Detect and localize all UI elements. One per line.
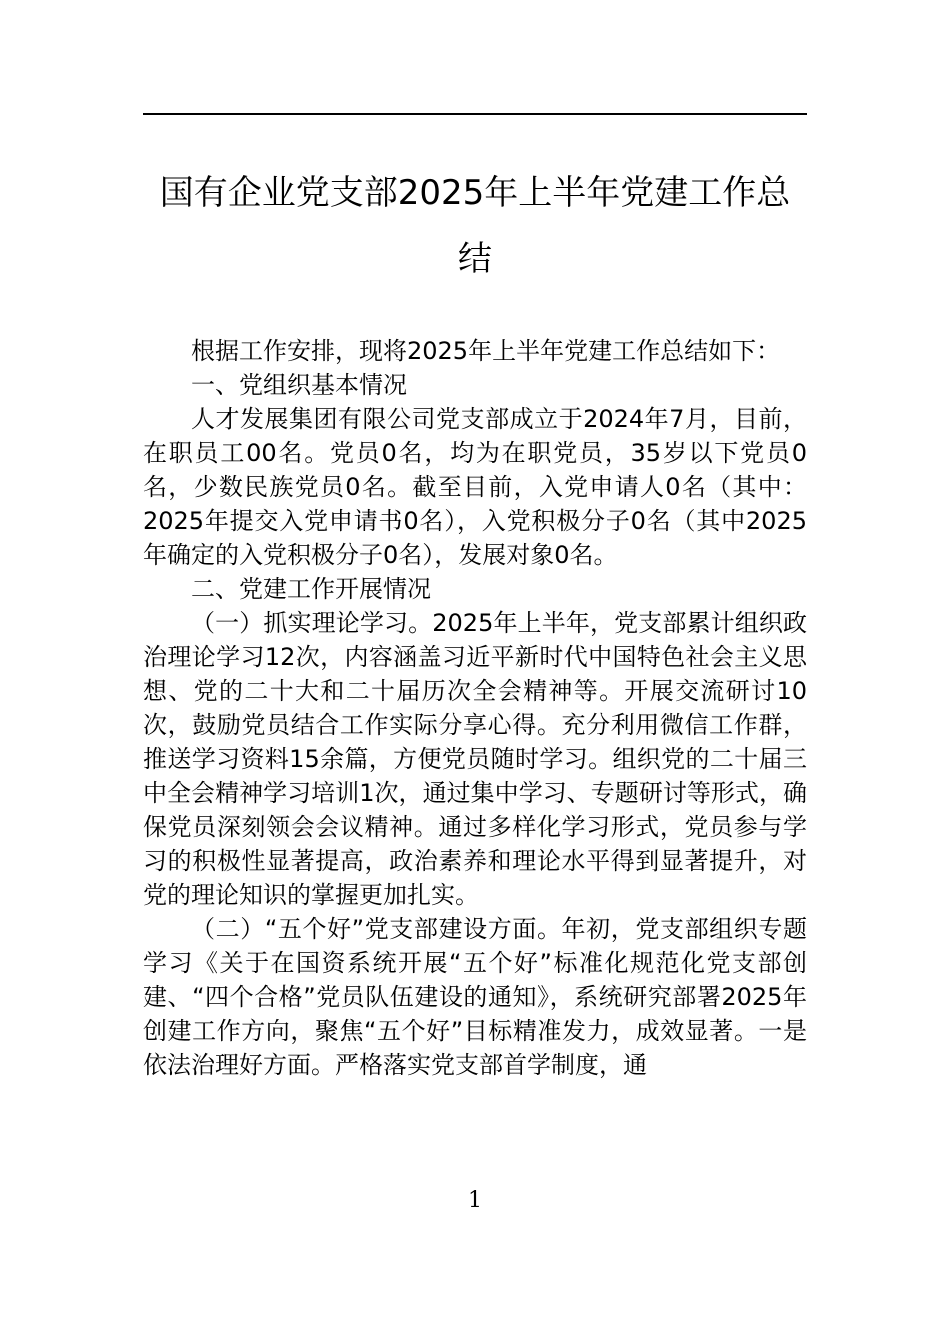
document-title: 国有企业党支部2025年上半年党建工作总结 [159,173,791,279]
document-body [143,334,807,1082]
section1-paragraph: 人才发展集团有限公司党支部成立于2024年7月，目前，在职员工00名。党员0名，均为在职党员，35岁以下党员0名，少数民族党员0名。截至目前，入党申请人0名（其中：2025年提交入党申请书0名），入党积极分子0名（其中2025年确定的入党积极分子0名），发展对象0名。 [143,405,807,569]
section2-paragraph-1: （一）抓实理论学习。2025年上半年，党支部累计组织政治理论学习12次，内容涵盖习近平新时代中国特色社会主义思想、党的二十大和二十届历次全会精神等。开展交流研讨10次，鼓励党员结合工作实际分享心得。充分利用微信工作群，推送学习资料15余篇，方便党员随时学习。组织党的二十届三中全会精神学习培训1次，通过集中学习、专题研讨等形式，确保党员深刻领会会议精神。通过多样化学习形式，党员参与学习的积极性显著提高，政治素养和理论水平得到显著提升，对党的理论知识的掌握更加扎实。 [143,609,807,909]
page-number: 1 [468,1188,482,1213]
top-rule [143,113,807,115]
section1-heading: 一、党组织基本情况 [191,371,407,399]
intro-paragraph: 根据工作安排，现将2025年上半年党建工作总结如下： [191,337,781,365]
section2-heading: 二、党建工作开展情况 [191,575,431,603]
section2-paragraph-2: （二）“五个好”党支部建设方面。年初，党支部组织专题学习《关于在国资系统开展“五个好”标准化规范化党支部创建、“四个合格”党员队伍建设的通知》，系统研究部署2025年创建工作方向，聚焦“五个好”目标精准发力，成效显著。一是依法治理好方面。严格落实党支部首学制度，通 [143,915,807,1079]
